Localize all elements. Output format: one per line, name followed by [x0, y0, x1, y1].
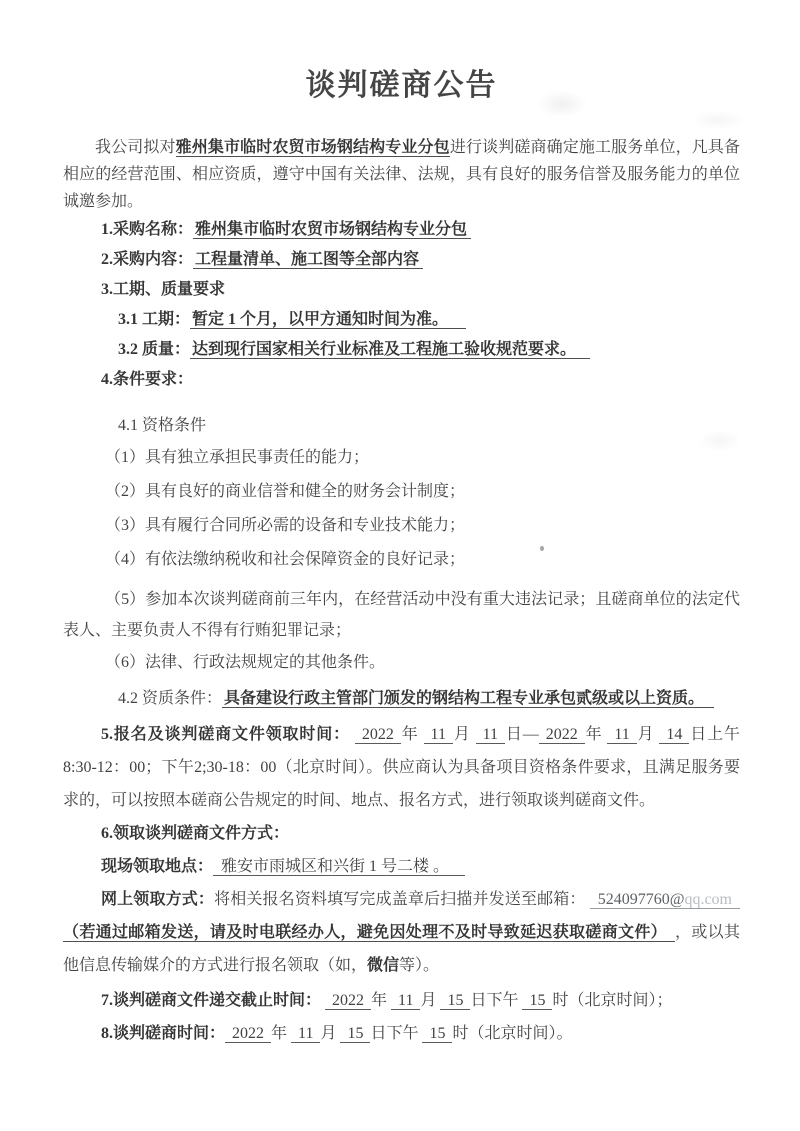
deadline-month-unit: 月: [420, 992, 437, 1009]
item-8-tail-text: 时（北京时间）。: [452, 1025, 573, 1042]
other-media-text: ，或以其他信息传输媒介的方式进行报名领取（如，: [63, 924, 740, 974]
negotiation-month-value: 11: [291, 1025, 320, 1043]
item-3-1-value: 暂定 1 个月，以甲方通知时间为准。: [190, 311, 466, 329]
start-day-value: 11: [476, 726, 505, 744]
intro-paragraph: [63, 134, 740, 215]
item-3-2-value: 达到现行国家相关行业标准及工程施工验收规范要求。: [190, 341, 590, 359]
onsite-pickup-address: 雅安市雨城区和兴街 1 号二楼 。: [213, 858, 465, 876]
item-negotiation-time: [63, 1017, 740, 1050]
day-dash-separator: 日—: [504, 726, 539, 743]
item-4-2-label: 4.2 资质条件：: [118, 690, 223, 707]
email-user-part: 524097760@: [597, 891, 685, 908]
item-3-1-label: 3.1 工期：: [118, 311, 191, 328]
negotiation-day-unit: 日下午: [370, 1025, 419, 1042]
scan-artifact-smudge: [692, 110, 744, 130]
deadline-day-value: 15: [440, 992, 470, 1010]
item-4-1-label: 4.1 资格条件: [118, 417, 207, 434]
end-day-value: 14: [659, 726, 689, 744]
project-name-highlight: 雅州集市临时农贸市场钢结构专业分包: [175, 139, 450, 156]
item-4-2-value: 具备建设行政主管部门颁发的钢结构工程专业承包贰级或以上资质。: [222, 690, 714, 708]
email-address: [590, 891, 740, 909]
item-quality: [63, 335, 740, 365]
item-registration-time: [63, 718, 740, 817]
negotiation-year-unit: 年: [271, 1025, 288, 1042]
deadline-hour-value: 15: [522, 992, 552, 1010]
onsite-pickup-label: 现场领取地点：: [101, 858, 214, 875]
start-year-value: 2022: [355, 726, 401, 744]
item-procurement-content: [63, 245, 740, 275]
item-3-2-label: 3.2 质量：: [118, 341, 191, 358]
item-conditions-heading: [63, 365, 740, 395]
negotiation-day-value: 15: [340, 1025, 370, 1043]
other-media-text-end: 等）。: [399, 957, 440, 974]
item-2-value: 工程量清单、施工图等全部内容: [193, 251, 423, 269]
year-unit-2: 年: [584, 726, 603, 743]
qualification-condition-1: （1）具有独立承担民事责任的能力；: [105, 449, 370, 466]
start-month-value: 11: [424, 726, 453, 744]
document-title: 谈判磋商公告: [305, 69, 498, 102]
negotiation-month-unit: 月: [320, 1025, 337, 1042]
online-pickup-instructions: 将相关报名资料填写完成盖章后扫描并发送至邮箱：: [214, 891, 586, 908]
qualification-condition-3: （3）具有履行合同所必需的设备和专业技术能力；: [105, 517, 466, 534]
item-submission-deadline: [63, 984, 740, 1017]
item-1-label: 1.采购名称：: [101, 221, 194, 238]
wechat-label: 微信: [367, 957, 400, 974]
email-domain-part: qq.com: [684, 891, 732, 908]
qualification-condition-5: （5）参加本次谈判磋商前三年内，在经营活动中没有重大违法记录；且磋商单位的法定代表人、主要负责人不得有行贿犯罪记录；: [63, 591, 740, 639]
deadline-year-unit: 年: [371, 992, 388, 1009]
year-unit-1: 年: [400, 726, 419, 743]
online-pickup-label: 网上领取方式：: [101, 891, 215, 908]
item-procurement-name: [63, 215, 740, 245]
end-year-value: 2022: [539, 726, 585, 744]
negotiation-year-value: 2022: [225, 1025, 271, 1043]
deadline-day-unit: 日下午: [470, 992, 519, 1009]
item-5-label: 5.报名及谈判磋商文件领取时间：: [101, 726, 351, 743]
item-4-label: 4.条件要求：: [101, 371, 194, 388]
item-schedule-quality-heading: [63, 275, 740, 305]
qualification-condition-2: （2）具有良好的商业信誉和健全的财务会计制度；: [105, 483, 466, 500]
item-5-tail-text: 日上午8:30-12：00；下午2;30-18：00（北京时间）。供应商认为具备项目资格条件要求，且满足服务要求的，可以按照本磋商公告规定的时间、地点、报名方式，进行领取谈判磋商文件。: [63, 726, 740, 809]
intro-rest: 进行谈判磋商确定施工服务单位，凡具备相应的经营范围、相应资质，遵守中国有关法律、法规，具有良好的服务信誉及服务能力的单位诚邀参加。: [63, 139, 740, 210]
intro-lead: 我公司拟对: [95, 139, 176, 156]
deadline-month-value: 11: [391, 992, 420, 1010]
online-pickup-method: [63, 883, 740, 982]
qualification-condition-4: （4）有依法缴纳税收和社会保障资金的良好记录；: [105, 551, 466, 568]
item-7-tail-text: 时（北京时间）；: [552, 992, 673, 1009]
item-qualification-conditions-heading: [63, 411, 740, 441]
item-obtain-method-heading: [63, 817, 740, 850]
email-delay-warning-note: （若通过邮箱发送，请及时电联经办人，避免因处理不及时导致延迟获取磋商文件）: [63, 924, 675, 942]
item-1-value: 雅州集市临时农贸市场钢结构专业分包: [193, 221, 471, 239]
item-6-label: 6.领取谈判磋商文件方式：: [101, 825, 290, 842]
month-unit-1: 月: [452, 726, 471, 743]
qualification-condition-6: （6）法律、行政法规规定的其他条件。: [105, 654, 386, 671]
deadline-year-value: 2022: [325, 992, 371, 1010]
onsite-pickup-location: [63, 850, 740, 883]
month-unit-2: 月: [636, 726, 655, 743]
end-month-value: 11: [607, 726, 636, 744]
item-8-label: 8.谈判磋商时间：: [101, 1025, 226, 1042]
item-schedule: [63, 305, 740, 335]
negotiation-hour-value: 15: [422, 1025, 452, 1043]
item-certificate-condition: [63, 682, 740, 716]
item-3-label: 3.工期、质量要求: [101, 281, 226, 298]
item-7-label: 7.谈判磋商文件递交截止时间：: [101, 992, 322, 1009]
item-2-label: 2.采购内容：: [101, 251, 194, 268]
